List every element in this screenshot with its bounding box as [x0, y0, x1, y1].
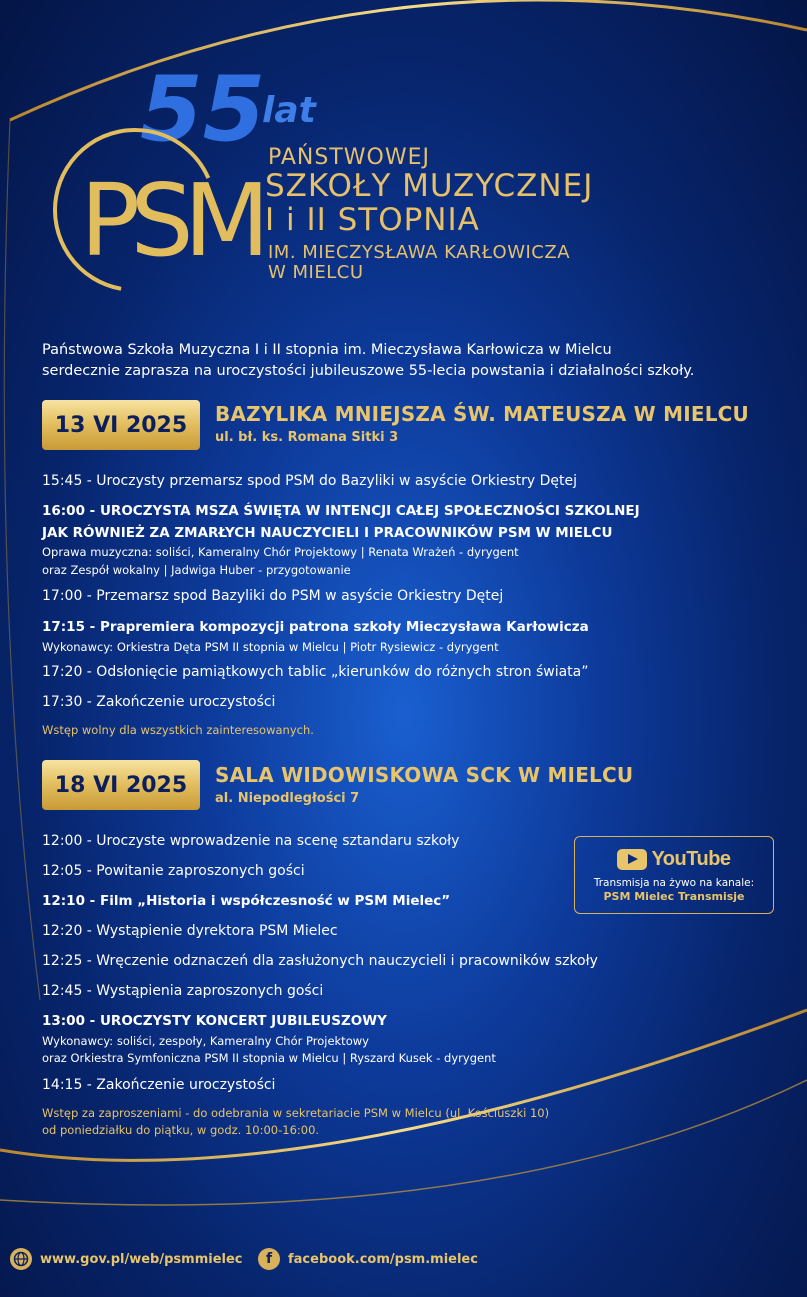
logo-letters: PSM: [80, 162, 261, 279]
event1-item: 16:00 - UROCZYSTA MSZA ŚWIĘTA W INTENCJI CAŁEJ SPOŁECZNOŚCI SZKOLNEJ: [42, 503, 640, 519]
youtube-channel-link[interactable]: PSM Mielec Transmisje: [603, 889, 745, 903]
event1-subitem: oraz Zespół wokalny | Jadwiga Huber - przygotowanie: [42, 563, 351, 577]
youtube-stream-box[interactable]: [574, 836, 774, 914]
event1-note: Wstęp wolny dla wszystkich zainteresowanych.: [42, 723, 314, 737]
facebook-link[interactable]: facebook.com/psm.mielec: [288, 1251, 478, 1267]
lat-label: lat: [262, 90, 316, 131]
youtube-caption: Transmisja na żywo na kanale:: [593, 876, 755, 889]
event2-date-badge: 18 VI 2025: [42, 760, 200, 810]
event1-item: JAK RÓWNIEŻ ZA ZMARŁYCH NAUCZYCIELI I PRACOWNIKÓW PSM W MIELCU: [42, 525, 613, 541]
event1-item: 17:15 - Prapremiera kompozycji patrona szkoły Mieczysława Karłowicza: [42, 619, 589, 635]
event2-item: 12:20 - Wystąpienie dyrektora PSM Mielec: [42, 923, 338, 939]
event2-note-1: Wstęp za zaproszeniami - do odebrania w sekretariacie PSM w Mielcu (ul. Kościuszki 10): [42, 1106, 550, 1120]
event2-item: 12:25 - Wręczenie odznaczeń dla zasłużonych nauczycieli i pracowników szkoły: [42, 953, 598, 969]
event2-item: 12:00 - Uroczyste wprowadzenie na scenę sztandaru szkoły: [42, 833, 460, 849]
event1-date-badge: 13 VI 2025: [42, 400, 200, 450]
globe-icon: [10, 1248, 32, 1270]
footer-facebook[interactable]: [258, 1248, 478, 1270]
event2-item: 12:05 - Powitanie zaproszonych gości: [42, 863, 305, 879]
title-line-3: I i II STOPNIA: [265, 202, 480, 238]
website-link[interactable]: www.gov.pl/web/psmmielec: [40, 1251, 243, 1267]
title-line-4: IM. MIECZYSŁAWA KARŁOWICZA: [268, 242, 571, 263]
psm-55-logo: [40, 55, 280, 305]
event2-subitem: Wykonawcy: soliści, zespoły, Kameralny Chór Projektowy: [42, 1034, 369, 1048]
title-line-1: PAŃSTWOWEJ: [268, 145, 430, 170]
event2-venue: SALA WIDOWISKOWA SCK W MIELCU: [215, 763, 634, 787]
event1-subitem: Oprawa muzyczna: soliści, Kameralny Chór Projektowy | Renata Wrażeń - dyrygent: [42, 545, 519, 559]
footer-website[interactable]: [10, 1248, 243, 1270]
event2-item: 12:45 - Wystąpienia zaproszonych gości: [42, 983, 324, 999]
event2-subitem: oraz Orkiestra Symfoniczna PSM II stopnia w Mielcu | Ryszard Kusek - dyrygent: [42, 1051, 496, 1065]
event1-item: 15:45 - Uroczysty przemarsz spod PSM do Bazyliki w asyście Orkiestry Dętej: [42, 473, 578, 489]
event2-address: al. Niepodległości 7: [215, 791, 360, 806]
event1-item: 17:20 - Odsłonięcie pamiątkowych tablic „kierunków do różnych stron świata”: [42, 664, 589, 680]
event1-item: 17:00 - Przemarsz spod Bazyliki do PSM w asyście Orkiestry Dętej: [42, 588, 504, 604]
logo-number: 55: [140, 57, 266, 162]
intro-line-1: Państwowa Szkoła Muzyczna I i II stopnia im. Mieczysława Karłowicza w Mielcu: [42, 342, 612, 358]
event2-item: 13:00 - UROCZYSTY KONCERT JUBILEUSZOWY: [42, 1013, 387, 1029]
event1-address: ul. bł. ks. Romana Sitki 3: [215, 430, 399, 445]
title-line-2: SZKOŁY MUZYCZNEJ: [265, 168, 594, 204]
event1-item: 17:30 - Zakończenie uroczystości: [42, 694, 276, 710]
intro-line-2: serdecznie zaprasza na uroczystości jubileuszowe 55-lecia powstania i działalności szkoły.: [42, 363, 695, 379]
youtube-wordmark: YouTube: [651, 847, 731, 870]
title-line-5: W MIELCU: [268, 262, 364, 283]
facebook-icon: f: [258, 1248, 280, 1270]
event2-item: 12:10 - Film „Historia i współczesność w PSM Mielec”: [42, 893, 451, 909]
event1-subitem: Wykonawcy: Orkiestra Dęta PSM II stopnia w Mielcu | Piotr Rysiewicz - dyrygent: [42, 640, 499, 654]
intro-text: [42, 340, 782, 382]
youtube-play-icon: [617, 849, 647, 870]
event1-venue: BAZYLIKA MNIEJSZA ŚW. MATEUSZA W MIELCU: [215, 402, 749, 426]
event2-item: 14:15 - Zakończenie uroczystości: [42, 1077, 276, 1093]
youtube-logo: [617, 848, 730, 871]
event2-note-2: od poniedziałku do piątku, w godz. 10:00-16:00.: [42, 1123, 320, 1137]
